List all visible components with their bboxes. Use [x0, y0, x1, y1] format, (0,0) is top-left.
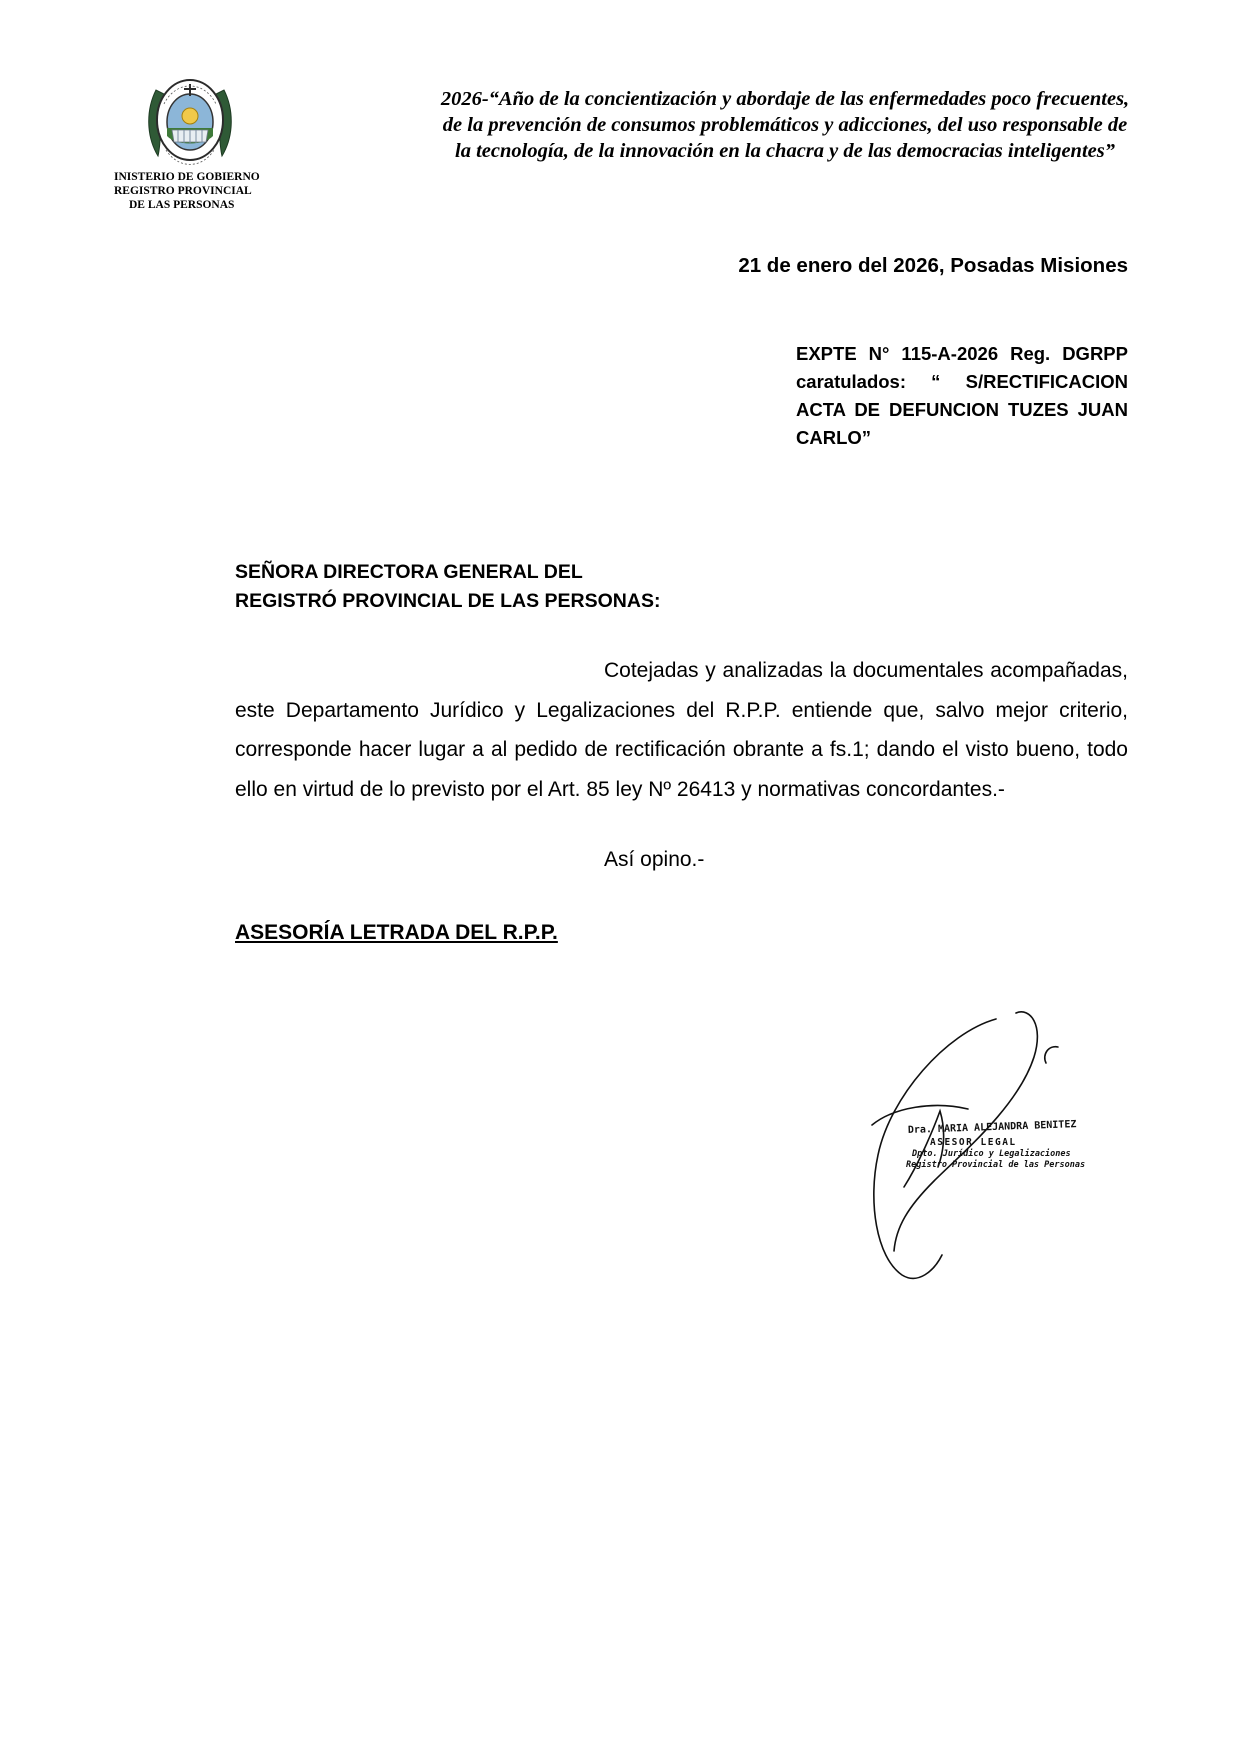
motto-line: 2026-“Año de la concientización y abordaje de las enfermedades poco frecuentes,: [440, 88, 1130, 110]
addressee-line: REGISTRÓ PROVINCIAL DE LAS PERSONAS:: [235, 590, 661, 612]
svg-text:ASESOR LEGAL: ASESOR LEGAL: [930, 1137, 1017, 1148]
motto-line: de la prevención de consumos problemáticos y adicciones, del uso responsable de: [442, 114, 1128, 136]
ministry-header: [114, 170, 284, 212]
addressee: [235, 558, 660, 616]
opinion-paragraph: Cotejadas y analizadas la documentales acompañadas, este Departamento Jurídico y Legalizaciones del R.P.P. entiende que, salvo mejor criterio, corresponde hacer lugar a al pedido de rectificación obrante a fs.1; dando el visto bueno, todo ello en virtud de lo previsto por el Art. 85 ley Nº 26413 y normativas concordantes.-: [235, 659, 1128, 801]
svg-text:Dpto. Jurídico y Legalizacione: Dpto. Jurídico y Legalizaciones: [912, 1149, 1071, 1159]
addressee-line: SEÑORA DIRECTORA GENERAL DEL: [235, 561, 583, 583]
year-motto: [380, 86, 1190, 164]
provincial-seal-icon: [142, 70, 238, 174]
ministry-line: INISTERIO DE GOBIERNO: [114, 171, 260, 183]
office-title: ASESORÍA LETRADA DEL R.P.P.: [235, 921, 558, 944]
handwritten-signature-icon: [848, 1005, 1088, 1283]
svg-text:Dra. MARIA ALEJANDRA BENITEZ: Dra. MARIA ALEJANDRA BENITEZ: [907, 1119, 1077, 1136]
date-line: 21 de enero del 2026, Posadas Misiones: [738, 254, 1128, 277]
ministry-line: REGISTRO PROVINCIAL: [114, 185, 252, 197]
svg-text:Registro Provincial de las Per: Registro Provincial de las Personas: [906, 1160, 1086, 1170]
closing-line: Así opino.-: [604, 848, 705, 871]
case-reference: EXPTE N° 115-A-2026 Reg. DGRPP caratulados: “ S/RECTIFICACION ACTA DE DEFUNCION TUZES JUAN CARLO”: [796, 343, 1128, 448]
motto-line: la tecnología, de la innovación en la chacra y de las democracias inteligentes”: [455, 140, 1115, 162]
ministry-line: DE LAS PERSONAS: [129, 199, 235, 211]
